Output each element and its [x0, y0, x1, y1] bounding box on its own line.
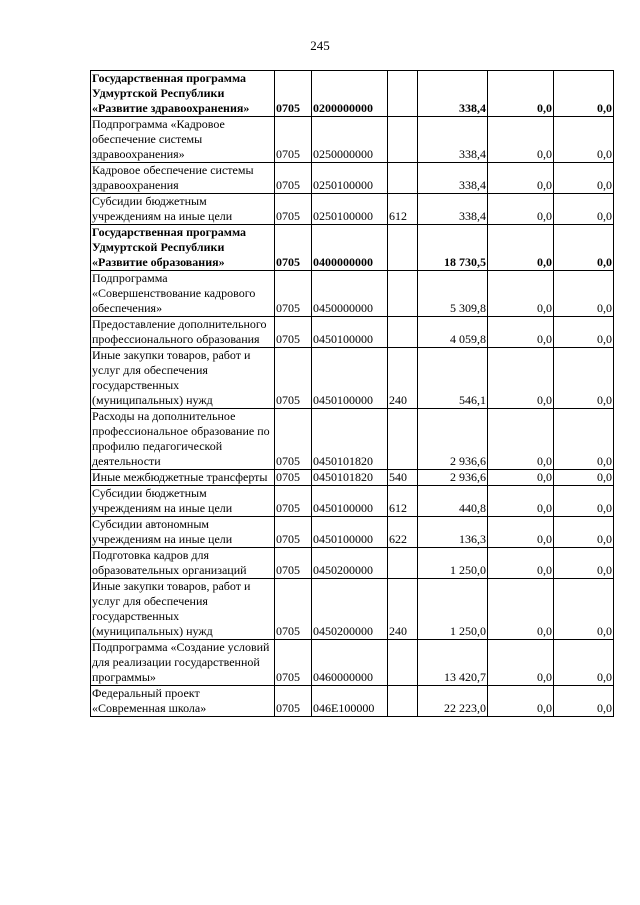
- section-code-cell: 0705: [275, 71, 312, 117]
- page-number: 245: [310, 38, 330, 53]
- target-article-code-cell: 046E100000: [312, 686, 388, 717]
- target-article-code-cell: 0450100000: [312, 317, 388, 348]
- target-article-code-cell: 0450100000: [312, 348, 388, 409]
- amount-year3-cell: 0,0: [554, 409, 614, 470]
- expense-name-cell: Федеральный проект «Современная школа»: [91, 686, 275, 717]
- amount-year2-cell: 0,0: [488, 225, 554, 271]
- table-row: [91, 548, 614, 579]
- expense-type-code-cell: 622: [388, 517, 418, 548]
- amount-year2-cell: 0,0: [488, 470, 554, 486]
- amount-year3-cell: 0,0: [554, 225, 614, 271]
- section-code-cell: 0705: [275, 117, 312, 163]
- section-code-cell: 0705: [275, 686, 312, 717]
- amount-year2-cell: 0,0: [488, 579, 554, 640]
- table-row: [91, 71, 614, 117]
- amount-year1-cell: 338,4: [418, 163, 488, 194]
- amount-year3-cell: 0,0: [554, 317, 614, 348]
- amount-year1-cell: 440,8: [418, 486, 488, 517]
- amount-year2-cell: 0,0: [488, 548, 554, 579]
- amount-year1-cell: 338,4: [418, 117, 488, 163]
- amount-year3-cell: 0,0: [554, 579, 614, 640]
- table-row: [91, 271, 614, 317]
- amount-year2-cell: 0,0: [488, 517, 554, 548]
- section-code-cell: 0705: [275, 163, 312, 194]
- table-row: [91, 317, 614, 348]
- section-code-cell: 0705: [275, 548, 312, 579]
- target-article-code-cell: 0250000000: [312, 117, 388, 163]
- table-row: [91, 194, 614, 225]
- expense-name-cell: Подпрограмма «Кадровое обеспечение системы здравоохранения»: [91, 117, 275, 163]
- expense-name-cell: Иные межбюджетные трансферты: [91, 470, 275, 486]
- expense-type-code-cell: [388, 163, 418, 194]
- section-code-cell: 0705: [275, 640, 312, 686]
- expense-type-code-cell: 240: [388, 348, 418, 409]
- table-row: [91, 686, 614, 717]
- amount-year2-cell: 0,0: [488, 409, 554, 470]
- amount-year3-cell: 0,0: [554, 271, 614, 317]
- section-code-cell: 0705: [275, 486, 312, 517]
- expense-name-cell: Расходы на дополнительное профессиональное образование по профилю педагогической деятельности: [91, 409, 275, 470]
- target-article-code: 0450101820: [313, 470, 373, 484]
- expense-type-code-cell: [388, 225, 418, 271]
- amount-year2-cell: 0,0: [488, 348, 554, 409]
- target-article-code-cell: 0450101820: [312, 409, 388, 470]
- expense-type-code-cell: [388, 271, 418, 317]
- amount-year3-cell: 0,0: [554, 470, 614, 486]
- expense-name-cell: Подпрограмма «Создание условий для реализации государственной программы»: [91, 640, 275, 686]
- target-article-code-cell: 0250100000: [312, 194, 388, 225]
- amount-year3-cell: 0,0: [554, 686, 614, 717]
- table-row: [91, 517, 614, 548]
- target-article-code-cell: 0400000000: [312, 225, 388, 271]
- amount-year1-cell: 338,4: [418, 194, 488, 225]
- amount-year1-cell: 4 059,8: [418, 317, 488, 348]
- target-article-code-cell: 0450100000: [312, 486, 388, 517]
- amount-year1-cell: 1 250,0: [418, 548, 488, 579]
- expense-name-cell: Иные закупки товаров, работ и услуг для обеспечения государственных (муниципальных) нужд: [91, 579, 275, 640]
- section-code-cell: 0705: [275, 579, 312, 640]
- expense-type-code-cell: 612: [388, 486, 418, 517]
- target-article-code-cell: 0450200000: [312, 579, 388, 640]
- expense-name-cell: Иные закупки товаров, работ и услуг для обеспечения государственных (муниципальных) нужд: [91, 348, 275, 409]
- expense-type-code-cell: [388, 640, 418, 686]
- section-code-cell: 0705: [275, 409, 312, 470]
- amount-year2-cell: 0,0: [488, 163, 554, 194]
- table-row: [91, 470, 614, 486]
- amount-year2-cell: 0,0: [488, 71, 554, 117]
- section-code-cell: 0705: [275, 271, 312, 317]
- amount-year2-cell: 0,0: [488, 271, 554, 317]
- amount-year1-cell: 22 223,0: [418, 686, 488, 717]
- budget-table-body: [91, 71, 614, 717]
- target-article-code-cell: 0460000000: [312, 640, 388, 686]
- expense-type-code-cell: 240: [388, 579, 418, 640]
- amount-year1-cell: 2 936,6: [418, 470, 488, 486]
- amount-year1-cell: 13 420,7: [418, 640, 488, 686]
- amount-year3-cell: 0,0: [554, 548, 614, 579]
- expense-type-code-cell: [388, 71, 418, 117]
- expense-type-code-cell: [388, 117, 418, 163]
- table-row: [91, 348, 614, 409]
- expense-name-cell: Государственная программа Удмуртской Республики «Развитие образования»: [91, 225, 275, 271]
- amount-year2-cell: 0,0: [488, 317, 554, 348]
- table-row: [91, 225, 614, 271]
- amount-year2-cell: 0,0: [488, 486, 554, 517]
- expense-name-cell: Субсидии бюджетным учреждениям на иные цели: [91, 486, 275, 517]
- table-row: [91, 579, 614, 640]
- amount-year3-cell: 0,0: [554, 486, 614, 517]
- amount-year1-cell: 136,3: [418, 517, 488, 548]
- target-article-code-cell: 0200000000: [312, 71, 388, 117]
- amount-year3-cell: 0,0: [554, 194, 614, 225]
- target-article-code-cell: [312, 470, 388, 486]
- amount-year1-cell: 546,1: [418, 348, 488, 409]
- amount-year1-cell: 338,4: [418, 71, 488, 117]
- expense-name-cell: Подпрограмма «Совершенствование кадрового обеспечения»: [91, 271, 275, 317]
- expense-type-code-cell: [388, 548, 418, 579]
- section-code-cell: 0705: [275, 348, 312, 409]
- amount-year3-cell: 0,0: [554, 640, 614, 686]
- amount-year3-cell: 0,0: [554, 163, 614, 194]
- amount-year1-cell: 2 936,6: [418, 409, 488, 470]
- section-code-cell: 0705: [275, 194, 312, 225]
- section-code-cell: 0705: [275, 517, 312, 548]
- expense-name-cell: Субсидии бюджетным учреждениям на иные цели: [91, 194, 275, 225]
- expense-name-cell: Кадровое обеспечение системы здравоохранения: [91, 163, 275, 194]
- table-row: [91, 117, 614, 163]
- amount-year1-cell: 5 309,8: [418, 271, 488, 317]
- expense-type-code-cell: [388, 409, 418, 470]
- table-row: [91, 409, 614, 470]
- amount-year2-cell: 0,0: [488, 117, 554, 163]
- table-row: [91, 640, 614, 686]
- expense-type-code-cell: 612: [388, 194, 418, 225]
- expense-type-code-cell: 540: [388, 470, 418, 486]
- target-article-code-cell: 0450100000: [312, 517, 388, 548]
- amount-year3-cell: 0,0: [554, 71, 614, 117]
- amount-year2-cell: 0,0: [488, 194, 554, 225]
- expense-name-cell: Подготовка кадров для образовательных организаций: [91, 548, 275, 579]
- target-article-code-cell: 0250100000: [312, 163, 388, 194]
- section-code-cell: 0705: [275, 470, 312, 486]
- budget-table: [90, 70, 614, 717]
- amount-year3-cell: 0,0: [554, 517, 614, 548]
- expense-name-cell: Субсидии автономным учреждениям на иные цели: [91, 517, 275, 548]
- expense-name-cell: Предоставление дополнительного профессионального образования: [91, 317, 275, 348]
- expense-type-code-cell: [388, 686, 418, 717]
- amount-year1-cell: 18 730,5: [418, 225, 488, 271]
- amount-year2-cell: 0,0: [488, 686, 554, 717]
- amount-year1-cell: 1 250,0: [418, 579, 488, 640]
- amount-year3-cell: 0,0: [554, 348, 614, 409]
- amount-year3-cell: 0,0: [554, 117, 614, 163]
- expense-name-cell: Государственная программа Удмуртской Республики «Развитие здравоохранения»: [91, 71, 275, 117]
- amount-year2-cell: 0,0: [488, 640, 554, 686]
- expense-type-code-cell: [388, 317, 418, 348]
- table-row: [91, 163, 614, 194]
- section-code-cell: 0705: [275, 317, 312, 348]
- target-article-code-cell: 0450000000: [312, 271, 388, 317]
- table-row: [91, 486, 614, 517]
- section-code-cell: 0705: [275, 225, 312, 271]
- target-article-code-cell: 0450200000: [312, 548, 388, 579]
